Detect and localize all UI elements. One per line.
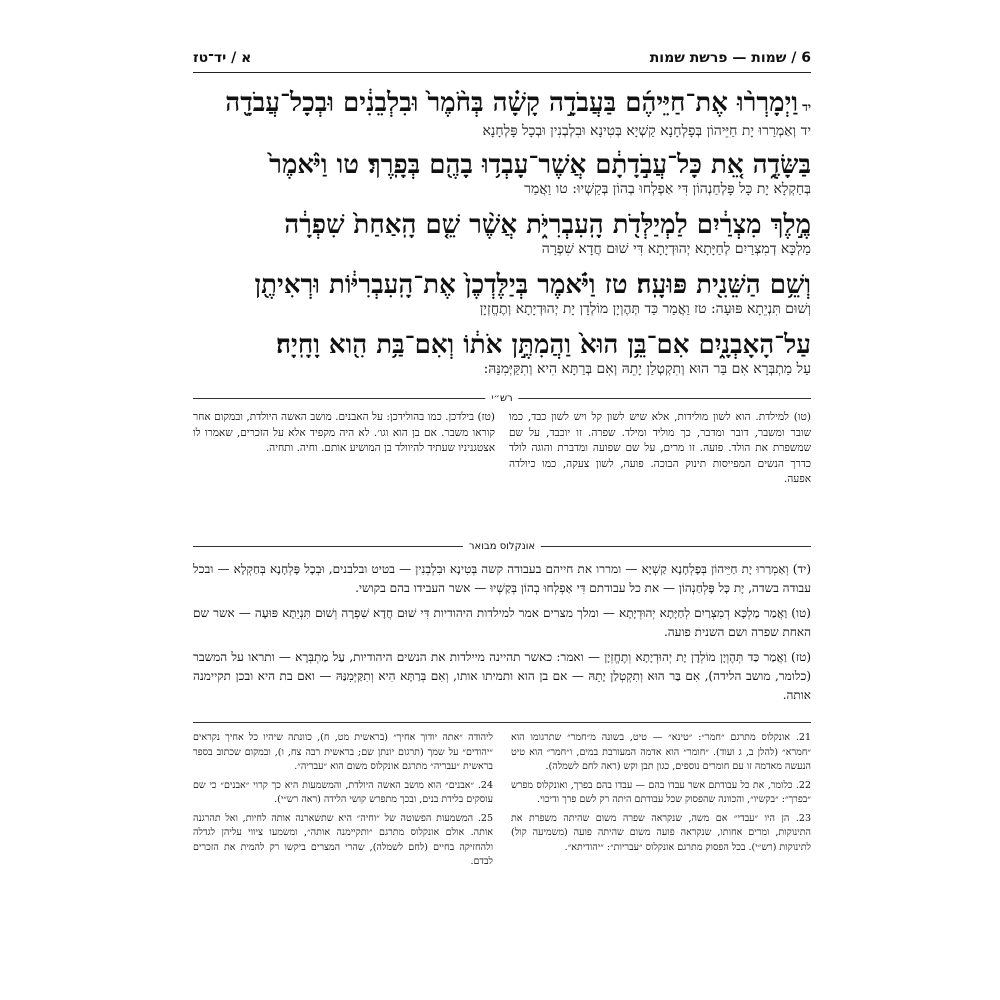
rashi-column-right: (טו) למילדת. הוא לשון מולידות, אלא שיש לשון קל ויש לשון כבד, כמו שובר ומשבר, דובר ומדבר, כך מוליד ומילד. שפרה. זו יוכבד, על שם שמשפרת את הולד. פועה. זו מרים, על שם שפועה ומדברת והוגה לולד כדרך הנשים המפייסות תינוק הבוכה. פועה, לשון צעקה, כמו כיולדה אפעה. <box>509 411 811 485</box>
verse-line <box>193 324 811 384</box>
verse-line <box>193 84 811 144</box>
aramaic-line: יד וְאַמְרַרוּ יָת חַיֵּיהוֹן בְּפָלְחָנָא קַשְׁיָא בְּטִינָא וּבִלְבְנִין וּבְכָל פָּלְחָנָא <box>482 123 811 139</box>
rashi-commentary <box>193 410 811 530</box>
onkelos-explained <box>193 560 811 710</box>
footnote: 22. כלומר, את כל עבודתם אשר עבדו בהם — עבדו בהם בפרך, ואונקלוס מפרש ״בפרך״: ״בקשיו״, והכוונה שהפסוק שכל עבודתם היתה רק לשם פרך ודיכוי. <box>511 779 811 805</box>
footnote: 25. המשמעות הפשוטה של ״וחיה״ היא שתשארנה אותה לחיות, ואל תהרגנה אותה. אולם אונקלוס מתרגם ״ותקיימנה אותה״, ומשמעו ציווי עליהן לגדלה ולהחזיקה בחיים (לחם לשמלה), שהרי המצרים ביקשו רק להמית את הזכרים לבדם. <box>193 812 493 867</box>
hebrew-line: וְשֵׁ֥ם הַשֵּׁנִ֖ית פּוּעָֽה׃ טז וַיֹּ֗אמֶר בְּיַלֶּדְכֶן֙ אֶת־הָֽעִבְרִיּ֔וֹת וּרְאִיתֶ֖ן <box>254 270 811 300</box>
aramaic-line: וְשׁוּם תִּנְיֵתָא פּוּעָה: טז וַאֲמַר כַּד תְּהֶוְיָן מוֹלְדָן יָת יְהוּדְיָתָא וְתֶחֱזְיָן <box>479 301 811 317</box>
footnote: 21. אונקלוס מתרגם ״חמר״: ״טינא״ — טיט, בשונה מ״חמר״ שתרגומו הוא ״חמרא״ (להלן ב, ג ועוד). ״חומר״ הוא אדמה המעורבת במים, ו״חמר״ הוא טיט הנעשה מאדמה זו עם חומרים נוספים, כגון תבן וקש (ראה לחם לשמלה). <box>511 732 811 772</box>
hebrew-line: בַּשָּׂדֶ֑ה אֵ֚ת כָּל־עֲבֹ֣דָתָ֔ם אֲשֶׁר־עָבְד֥וּ בָהֶ֖ם בְּפָֽרֶךְ׃ טו וַיֹּ֨אמֶר֙ <box>269 150 811 180</box>
aramaic-line: עַל מַתְבְּרָא אִם בַּר הוּא וְתִקְטְלַן יָתֵהּ וְאִם בְּרַתָּא הִיא וְתִקַּיְּמִנַּהּ: <box>483 361 811 377</box>
hebrew-line: עַל־הָאָבְנָ֑יִם אִם־בֵּ֥ן הוּא֙ וַהֲמִתֶּ֣ן אֹת֔וֹ וְאִם־בַּ֥ת הִ֖וא וָחָֽיָה׃ <box>276 330 811 360</box>
footnotes <box>193 722 811 967</box>
page-title: 6 / שמות — פרשת שמות <box>649 50 811 66</box>
aramaic-line: מַלְכָּא דְמִצְרַיִם לְחַיָּתָא יְהוּדְיָתָא דִּי שׁוּם חֲדָא שִׁפְרָה <box>541 241 811 257</box>
onkelos-verse: (טז) וַאֲמַר כַּד תְּהֶוְיָן מוֹלְדָן יָת יְהוּדְיָתָא וְתֶחֱזְיָן — ואמר: כאשר תהיינה מיילדות את הנשים היהודיות, עַל מַתְבְּרָא — ותראו על המשבר (כלומר, מושב הלידה), אִם בַּר הוּא וְתִקְטְלַן יָתֵהּ — אם בן הוא ותמיתו אותו, וְאִם בְּרַתָּא הִיא וְתִקַּיְּמִנַּהּ — ואם בת היא ובכן תקיימנה אותה. <box>193 650 811 702</box>
rashi-label: רש״י <box>485 393 518 404</box>
verse-number: יד <box>802 100 811 114</box>
footnotes-column-right <box>511 731 811 967</box>
verse-range: א / יד־טז <box>193 50 252 66</box>
footnotes-column-left <box>193 731 493 967</box>
torah-text-block <box>193 84 811 389</box>
onkelos-verse: (יד) וְאַמְרַרוּ יָת חַיֵּיהוֹן בְּפָלְחָנָא קַשְׁיָא — ומררו את חייהם בעבודה קשה בְּטִינָא וּבִלְבְנִין — בטיט ובלבנים, וּבְכָל פָּלְחָנָא בְּחַקְלָא — ובכל עבודה בשדה, יָת כָּל פָּלְחַנְהוֹן — את כל עבודתם דִּי אַפְלְחוּ בְהוֹן בְּקַשְׁיוּ — אשר העבידו בהם בקושי. <box>193 562 811 595</box>
aramaic-line: בְּחַקְלָא יָת כָּל פָּלְחַנְהוֹן דִּי אַפְלְחוּ בְהוֹן בְּקַשְׁיוּ: טו וַאֲמַר <box>524 181 811 197</box>
onkelos-divider <box>193 540 811 552</box>
running-header <box>193 36 811 73</box>
footnote: 23. הן היו ״עבדי״ אם משה, שנקראה שפרה משום שהיתה משפרת את התינוקות, ומרים אחותו, שנקראה פועה משום שהיתה פועה (משמיעה קול) לתינוקות (רש״י). בכל הפסוק מתרגם אונקלוס ״עבריות״: ״יהודיתא״. <box>511 812 811 853</box>
footnote: ליהודה ״אתה יודוך אחיך״ (בראשית מט, ח), כוונתה שיהיו כל אחיך נקראים ״יהודים״ על שמך (תרגום יונתן שם; בראשית רבה צח, ו), ובמקום שכתוב בספר בראשית ״עבריה״ מתרגם אונקלוס משום הוא ״עבריה״. <box>193 732 493 772</box>
rashi-divider <box>193 392 811 404</box>
rashi-column-left: (טז) בילדכן. כמו בהולידכן: על האבנים. מושב האשה היולדת, ובמקום אחר קוראו משבר. אם בן הוא וגו׳. לא היה מקפיד אלא על הזכרים, שאמרו לו אצטגניניו שעתיד להיוולד בן המושיע אותם. וחיה. ותחיה. <box>193 411 495 454</box>
verse-line <box>193 264 811 324</box>
onkelos-verse: (טו) וַאֲמַר מַלְכָּא דְמִצְרַיִם לְחַיָּתָא יְהוּדְיָתָא — ומלך מצרים אמר למילדות היהודיות דִּי שׁוּם חֲדָא שִׁפְרָה וְשׁוּם תִּנְיֵתָא פּוּעָה — אשר שם האחת שפרה ושם השנית פועה. <box>193 606 811 639</box>
verse-line <box>193 204 811 264</box>
onkelos-label: אונקלוס מבואר <box>463 541 541 552</box>
hebrew-line: ידוַיְמָרְר֨וּ אֶת־חַיֵּיהֶ֜ם בַּעֲבֹדָ֣ה קָשָׁ֗ה בְּחֹ֨מֶר֙ וּבִלְבֵנִ֔ים וּבְכָל־עֲבֹדָ֖ה <box>225 88 811 118</box>
hebrew-line: מֶ֣לֶךְ מִצְרַ֔יִם לַמְיַלְּדֹ֖ת הָֽעִבְרִיֹּ֑ת אֲשֶׁ֨ר שֵׁ֤ם הָֽאַחַת֙ שִׁפְרָ֔ה <box>284 210 811 240</box>
footnote: 24. ״אבנים״ הוא מושב האשה היולדת, והמשמעות היא כך קרוי ״אבנים״ כי שם עוסקים בלידת בנים, ובכך מתפרש קושי הלידה (ראה רש״י). <box>193 779 493 805</box>
verse-line <box>193 144 811 204</box>
